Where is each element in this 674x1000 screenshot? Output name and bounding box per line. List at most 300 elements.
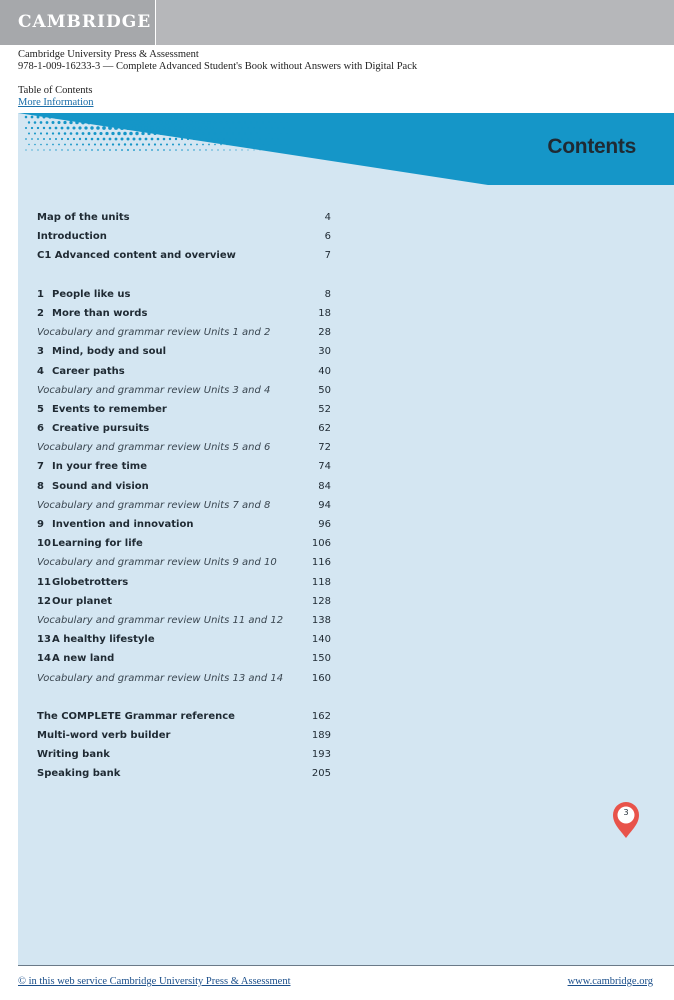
toc-page-number: 28 (318, 327, 331, 339)
toc-page-number: 138 (311, 614, 331, 626)
halftone-dot (235, 138, 237, 140)
halftone-dot (43, 127, 45, 129)
toc-entry-text: Creative pursuits (52, 423, 150, 435)
halftone-dot (131, 114, 136, 119)
toc-entry[interactable] (37, 362, 331, 381)
toc-entry[interactable] (37, 630, 331, 649)
toc-review-entry[interactable] (37, 381, 331, 400)
halftone-dot (145, 138, 148, 141)
halftone-dot (193, 127, 196, 130)
toc-page-number: 162 (311, 710, 331, 722)
halftone-dot (281, 144, 282, 145)
toc-entry-text: Sound and vision (52, 480, 149, 492)
halftone-dot (145, 149, 147, 151)
halftone-dot (64, 144, 66, 146)
toc-entry-text: Mind, body and soul (52, 346, 166, 358)
halftone-dot (172, 132, 175, 135)
halftone-dot (135, 132, 138, 135)
halftone-dot (117, 120, 121, 124)
halftone-dot (148, 143, 150, 145)
toc-entry[interactable] (37, 573, 331, 592)
halftone-dot (280, 122, 281, 123)
halftone-dot (223, 149, 224, 150)
halftone-dot (193, 149, 194, 150)
halftone-dot (100, 143, 102, 145)
halftone-dot (69, 121, 72, 124)
halftone-dot (205, 149, 206, 150)
halftone-dot (190, 144, 192, 146)
halftone-dot (235, 149, 236, 150)
halftone-dot (208, 132, 210, 134)
toc-entry[interactable] (37, 304, 331, 323)
halftone-dot (235, 127, 237, 129)
halftone-dot (142, 143, 144, 145)
book-info (18, 49, 417, 73)
halftone-dot (205, 127, 208, 130)
halftone-dot (49, 149, 50, 150)
halftone-dot (199, 127, 202, 130)
toc-entry[interactable] (37, 227, 331, 246)
halftone-dot (147, 120, 151, 124)
halftone-dot (63, 121, 66, 124)
toc-page-number: 128 (311, 595, 331, 607)
halftone-dot (78, 115, 82, 119)
halftone-dot (66, 115, 70, 119)
halftone-dot (85, 138, 87, 140)
toc-entry[interactable] (37, 342, 331, 361)
halftone-dot (61, 127, 64, 130)
halftone-dot (102, 126, 106, 130)
toc-review-entry[interactable] (37, 669, 331, 688)
halftone-dot (40, 121, 43, 124)
toc-entry[interactable] (37, 457, 331, 476)
halftone-dot (72, 126, 75, 129)
halftone-dot (262, 122, 264, 124)
halftone-dot (43, 138, 45, 140)
toc-entry-title (37, 419, 149, 438)
toc-entry-text: Writing bank (37, 749, 110, 761)
book-title: 978-1-009-16233-3 — Complete Advanced Student's Book without Answers with Digital Pack (18, 61, 418, 72)
halftone-dot (244, 133, 246, 135)
halftone-dot (79, 138, 81, 140)
halftone-dot (256, 144, 257, 145)
toc-entry[interactable] (37, 592, 331, 611)
halftone-dot (274, 144, 275, 145)
toc-entry-text: A new land (52, 653, 115, 665)
halftone-dot (253, 149, 254, 150)
toc-entry-title (37, 400, 167, 419)
halftone-dot (274, 133, 275, 134)
toc-entry[interactable] (37, 726, 331, 745)
toc-entry-text: Vocabulary and grammar review Units 9 and 10 (37, 557, 277, 569)
toc-entry[interactable] (37, 419, 331, 438)
toc-entry[interactable] (37, 285, 331, 304)
halftone-dot (287, 144, 288, 145)
toc-entry-text: The COMPLETE Grammar reference (37, 710, 235, 722)
toc-entry[interactable] (37, 477, 331, 496)
toc-entry-text: Learning for life (52, 538, 143, 550)
halftone-dot (61, 138, 63, 140)
halftone-dot (277, 116, 278, 117)
halftone-dot (141, 132, 144, 135)
halftone-dot (73, 138, 75, 140)
toc-page-number: 8 (324, 288, 331, 300)
halftone-dot (114, 115, 119, 120)
toc-entry-text: Career paths (52, 365, 125, 377)
halftone-dot (42, 115, 45, 118)
halftone-dot (181, 149, 183, 151)
halftone-dot (123, 120, 128, 125)
halftone-dot (271, 138, 272, 139)
halftone-dot (259, 127, 261, 129)
halftone-dot (54, 115, 57, 118)
toc-page-number: 6 (324, 231, 331, 243)
halftone-dot (64, 132, 67, 135)
halftone-dot (256, 133, 257, 134)
halftone-dot (109, 149, 111, 151)
halftone-dot (25, 138, 27, 140)
halftone-dot (226, 133, 228, 135)
halftone-dot (105, 132, 108, 135)
halftone-dot (153, 120, 157, 124)
halftone-dot (105, 120, 109, 124)
halftone-dot (277, 138, 278, 139)
halftone-dot (241, 127, 243, 129)
section-label: Table of Contents (18, 85, 93, 96)
toc-entry-title (37, 592, 112, 611)
halftone-dot (244, 144, 245, 145)
halftone-dot (31, 149, 32, 150)
halftone-dot (123, 132, 127, 136)
halftone-dot (144, 115, 149, 120)
halftone-dot (84, 126, 87, 129)
unit-number: 13 (37, 634, 51, 646)
halftone-dot (133, 149, 135, 151)
halftone-dot (223, 127, 225, 129)
halftone-dot (91, 138, 94, 141)
halftone-dot (202, 144, 204, 146)
halftone-dot (76, 144, 78, 146)
toc-entry-text: Our planet (52, 595, 113, 607)
toc-entry[interactable] (37, 208, 331, 227)
toc-entry-text: Vocabulary and grammar review Units 3 and 4 (37, 384, 271, 396)
halftone-dot (178, 132, 181, 135)
halftone-dot (189, 121, 192, 124)
halftone-dot (169, 138, 171, 140)
cambridge-logo[interactable]: CAMBRIDGE (18, 12, 152, 32)
toc-entry-title (37, 362, 125, 381)
halftone-dot (119, 114, 124, 119)
halftone-dot (238, 121, 240, 123)
logo-box (0, 0, 156, 45)
halftone-dot (287, 133, 288, 134)
halftone-dot (184, 144, 186, 146)
toc-entry-text: C1 Advanced content and overview (37, 250, 236, 262)
toc-page-number: 74 (318, 461, 331, 473)
halftone-dot (204, 115, 207, 118)
toc-review-entry[interactable] (37, 438, 331, 457)
halftone-dot (217, 149, 218, 150)
halftone-dot (58, 144, 60, 146)
halftone-dot (37, 138, 39, 140)
halftone-dot (265, 116, 267, 118)
toc-review-entry[interactable] (37, 611, 331, 630)
halftone-dot (208, 121, 211, 124)
toc-entry[interactable] (37, 649, 331, 668)
halftone-dot (280, 133, 281, 134)
toc-entry[interactable] (37, 400, 331, 419)
page-title: Contents (547, 135, 636, 158)
toc-entry-text: Globetrotters (52, 576, 129, 588)
toc-entry-title (37, 630, 155, 649)
top-bar (0, 0, 674, 45)
halftone-dot (286, 122, 287, 123)
halftone-dot (262, 144, 263, 145)
halftone-dot (187, 127, 190, 130)
halftone-dot (58, 132, 60, 134)
halftone-dot (199, 138, 201, 140)
halftone-dot (159, 132, 162, 135)
halftone-dot (171, 121, 175, 125)
halftone-dot (139, 149, 141, 151)
halftone-dot (220, 144, 222, 146)
halftone-dot (97, 149, 99, 151)
halftone-dot (55, 127, 58, 130)
halftone-dot (202, 121, 205, 124)
halftone-dot (91, 149, 93, 151)
halftone-dot (28, 144, 29, 145)
halftone-dot (40, 144, 42, 146)
halftone-dot (159, 121, 163, 125)
halftone-dot (88, 143, 90, 145)
unit-number: 6 (37, 423, 44, 435)
halftone-dot (67, 127, 70, 130)
toc-spacer (37, 688, 331, 707)
toc-entry-title (37, 304, 147, 323)
toc-page-number: 106 (311, 538, 331, 550)
publisher-name: Cambridge University Press & Assessment (18, 49, 199, 60)
copyright-link[interactable]: © in this web service Cambridge University Press & Assessment (18, 976, 291, 987)
toc-page-number: 94 (318, 499, 331, 511)
halftone-dot (266, 150, 267, 151)
halftone-dot (70, 144, 72, 146)
toc-entry[interactable] (37, 745, 331, 764)
toc-entry-title (37, 496, 270, 515)
toc-entry-title (37, 726, 170, 745)
halftone-dot (96, 126, 100, 130)
toc-entry[interactable] (37, 246, 331, 265)
halftone-dot (232, 144, 233, 145)
halftone-dot (37, 149, 38, 150)
toc-review-entry[interactable] (37, 323, 331, 342)
halftone-dot (157, 149, 159, 151)
toc-page-number: 118 (311, 576, 331, 588)
toc-entry[interactable] (37, 764, 331, 783)
halftone-dot (40, 132, 42, 134)
halftone-dot (210, 115, 213, 118)
toc-entry[interactable] (37, 515, 331, 534)
halftone-dot (60, 115, 64, 119)
toc-page-number: 96 (318, 519, 331, 530)
halftone-dot (34, 121, 37, 124)
halftone-dot (96, 115, 100, 119)
halftone-dot (75, 121, 79, 125)
halftone-dot (34, 144, 36, 146)
halftone-dot (278, 150, 279, 151)
halftone-dot (186, 115, 190, 119)
toc-entry-title (37, 246, 236, 265)
toc-entry-title (37, 764, 120, 783)
halftone-dot (220, 121, 223, 124)
halftone-dot (156, 126, 160, 130)
halftone-dot (198, 115, 201, 118)
halftone-dot (37, 127, 39, 129)
toc-entry-title (37, 227, 107, 246)
halftone-dot (169, 149, 171, 151)
halftone-dot (211, 149, 212, 150)
halftone-dot (163, 149, 165, 151)
toc-page-number: 189 (311, 730, 331, 742)
more-information-link[interactable]: More Information (18, 97, 94, 108)
halftone-dot (178, 144, 180, 146)
toc-entry-title (37, 649, 114, 668)
halftone-dot (247, 138, 248, 139)
unit-number: 10 (37, 538, 51, 550)
toc-entry[interactable] (37, 534, 331, 553)
toc-page-number: 160 (311, 672, 331, 684)
footer-divider (18, 965, 674, 966)
halftone-dot (241, 138, 243, 140)
toc-entry-title (37, 457, 147, 476)
halftone-dot (111, 132, 114, 135)
toc-entry-text: A healthy lifestyle (52, 634, 155, 646)
toc-review-entry[interactable] (37, 496, 331, 515)
toc-page-number: 30 (318, 346, 331, 358)
toc-entry-title (37, 438, 270, 457)
halftone-dot (232, 121, 234, 123)
halftone-dot (52, 144, 54, 146)
halftone-dot (94, 143, 96, 145)
unit-number: 3 (37, 346, 44, 358)
page-number-badge (611, 800, 641, 840)
halftone-dot (117, 132, 120, 135)
halftone-dot (277, 127, 278, 128)
halftone-dot (82, 143, 84, 145)
halftone-dot (250, 133, 252, 135)
halftone-dot (153, 132, 156, 135)
halftone-dot (241, 149, 242, 150)
halftone-dot (192, 115, 196, 119)
halftone-dot (125, 114, 130, 119)
toc-entry-title (37, 323, 270, 342)
halftone-dot (154, 143, 156, 145)
halftone-dot (93, 121, 97, 125)
halftone-dot (229, 138, 231, 140)
halftone-dot (214, 132, 216, 134)
halftone-dot (284, 150, 285, 151)
halftone-dot (208, 144, 210, 146)
toc-entry[interactable] (37, 707, 331, 726)
halftone-dot (247, 127, 249, 129)
halftone-dot (108, 126, 112, 130)
toc-entry-text: Vocabulary and grammar review Units 5 and 6 (37, 442, 271, 454)
halftone-dot (199, 149, 200, 150)
halftone-dot (226, 144, 227, 145)
halftone-dot (103, 138, 106, 141)
halftone-dot (78, 126, 81, 129)
toc-entry-text: In your free time (52, 461, 147, 473)
halftone-dot (265, 127, 266, 128)
halftone-dot (88, 132, 91, 135)
halftone-dot (55, 138, 57, 140)
halftone-dot (180, 115, 184, 119)
halftone-dot (133, 138, 136, 141)
halftone-dot (108, 115, 113, 120)
halftone-dot (175, 149, 177, 151)
halftone-dot (223, 116, 226, 119)
halftone-dot (118, 143, 120, 145)
halftone-dot (25, 116, 28, 119)
halftone-dot (138, 126, 142, 130)
halftone-dot (46, 144, 48, 146)
halftone-dot (217, 127, 219, 129)
halftone-dot (202, 132, 204, 134)
halftone-dot (168, 115, 172, 119)
toc-page-number: 40 (318, 365, 331, 377)
halftone-dot (232, 133, 234, 135)
halftone-dot (229, 127, 231, 129)
halftone-dot (256, 122, 258, 124)
halftone-dot (238, 144, 239, 145)
halftone-dot (162, 126, 165, 129)
toc-review-entry[interactable] (37, 553, 331, 572)
website-link[interactable]: www.cambridge.org (567, 976, 653, 987)
toc-entry-title (37, 553, 277, 572)
toc-spacer (37, 266, 331, 285)
unit-number: 2 (37, 307, 44, 319)
toc-page-number: 18 (318, 307, 331, 319)
halftone-dot (274, 122, 275, 123)
toc-entry-title (37, 208, 130, 227)
halftone-dot (259, 149, 260, 150)
halftone-dot (31, 116, 34, 119)
halftone-dot (121, 149, 123, 151)
halftone-dot (46, 132, 48, 134)
halftone-dot (259, 116, 261, 118)
halftone-dot (220, 132, 222, 134)
halftone-dot (177, 121, 181, 125)
halftone-dot (109, 138, 112, 141)
halftone-dot (247, 116, 249, 118)
halftone-dot (126, 126, 130, 130)
halftone-dot (211, 138, 213, 140)
halftone-dot (28, 121, 30, 123)
toc-entry-text: Vocabulary and grammar review Units 11 and 12 (37, 614, 284, 626)
halftone-dot (43, 149, 44, 150)
toc-entry-title (37, 669, 283, 688)
halftone-dot (250, 144, 251, 145)
halftone-dot (81, 121, 85, 125)
toc-page-number: 193 (311, 749, 331, 761)
toc-page-number: 52 (318, 403, 331, 415)
halftone-dot (72, 115, 76, 119)
halftone-dot (147, 132, 150, 135)
halftone-dot (165, 121, 169, 125)
toc-entry-title (37, 534, 143, 553)
halftone-dot (141, 120, 145, 124)
halftone-dot (31, 138, 33, 140)
halftone-dot (37, 116, 40, 119)
